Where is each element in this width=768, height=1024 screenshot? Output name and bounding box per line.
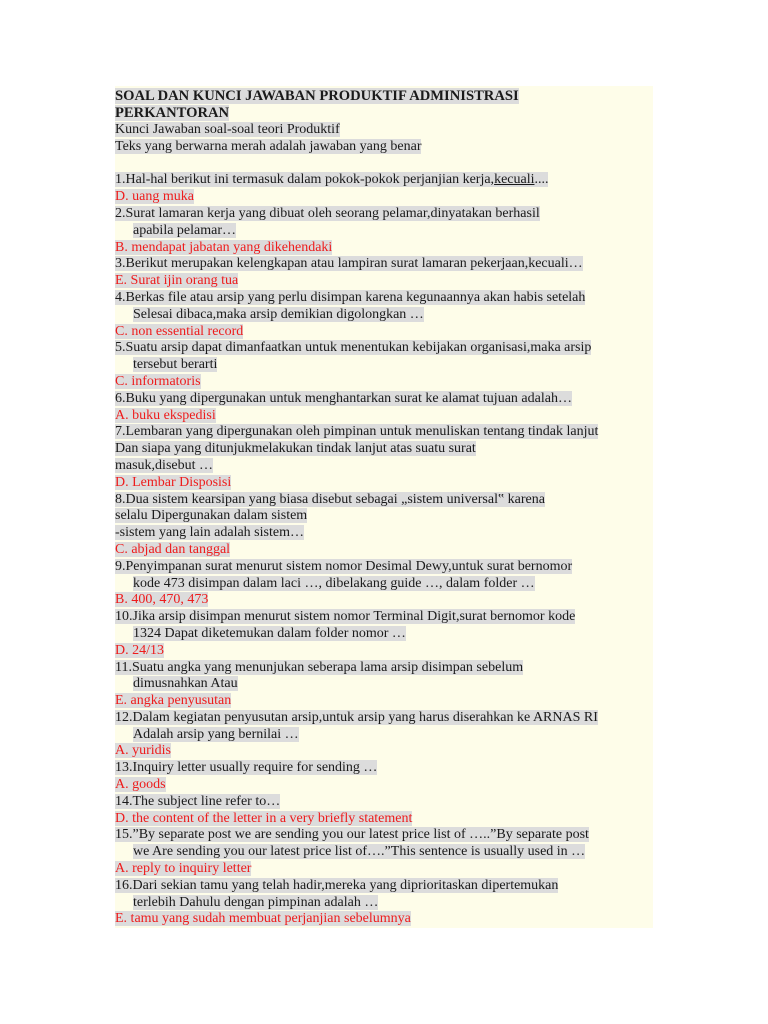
question-15-line-2: we Are sending you our latest price list of….”This sentence is usually used in …	[133, 844, 586, 860]
question-3: 3.Berikut merupakan kelengkapan atau lampiran surat lamaran pekerjaan,kecuali…	[115, 256, 583, 272]
answer-5: C. informatoris	[115, 373, 201, 389]
question-14: 14.The subject line refer to…	[115, 793, 281, 809]
answer-15: A. reply to inquiry letter	[115, 861, 252, 877]
question-16-line-2: terlebih Dahulu dengan pimpinan adalah …	[133, 894, 379, 910]
question-9-line-2: kode 473 disimpan dalam laci …, dibelakang guide …, dalam folder …	[133, 575, 535, 591]
question-16-line-1: 16.Dari sekian tamu yang telah hadir,mereka yang diprioritaskan dipertemukan	[115, 877, 559, 893]
question-8-line-1: 8.Dua sistem kearsipan yang biasa disebut sebagai „sistem universal‟ karena	[115, 491, 545, 507]
question-15-line-1: 15.”By separate post we are sending you our latest price list of …..”By separate post	[115, 827, 589, 843]
answer-6: A. buku ekspedisi	[115, 407, 216, 423]
question-13: 13.Inquiry letter usually require for sending …	[115, 760, 378, 776]
answer-12: A. yuridis	[115, 743, 171, 759]
answer-14: D. the content of the letter in a very briefly statement	[115, 810, 413, 826]
question-7-line-1: 7.Lembaran yang dipergunakan oleh pimpinan untuk menuliskan tentang tindak lanjut	[115, 424, 599, 440]
answer-9: B. 400, 470, 473	[115, 592, 209, 608]
answer-8: C. abjad dan tanggal	[115, 541, 231, 557]
spacer	[115, 156, 655, 173]
question-7-line-3: masuk,disebut …	[115, 457, 213, 473]
answer-1: D. uang muka	[115, 189, 194, 205]
question-2-line-2: apabila pelamar…	[133, 222, 237, 238]
question-5-line-2: tersebut berarti	[133, 357, 218, 373]
question-11-line-2: dimusnahkan Atau	[133, 676, 238, 692]
answer-7: D. Lembar Disposisi	[115, 474, 232, 490]
question-6: 6.Buku yang dipergunakan untuk menghantarkan surat ke alamat tujuan adalah…	[115, 390, 572, 406]
question-12-line-2: Adalah arsip yang bernilai …	[133, 726, 299, 742]
question-9-line-1: 9.Penyimpanan surat menurut sistem nomor Desimal Dewy,untuk surat bernomor	[115, 558, 573, 574]
question-7-line-2: Dan siapa yang ditunjukmelakukan tindak lanjut atas suatu surat	[115, 441, 476, 457]
answer-4: C. non essential record	[115, 323, 244, 339]
question-10-line-2: 1324 Dapat diketemukan dalam folder nomor …	[133, 625, 406, 641]
answer-13: A. goods	[115, 777, 166, 793]
question-8-line-2: selalu Dipergunakan dalam sistem	[115, 508, 308, 524]
question-5-line-1: 5.Suatu arsip dapat dimanfaatkan untuk menentukan kebijakan organisasi,maka arsip	[115, 340, 592, 356]
question-4-line-1: 4.Berkas file atau arsip yang perlu disimpan karena kegunaannya akan habis setelah	[115, 289, 586, 305]
answer-16: E. tamu yang sudah membuat perjanjian sebelumnya	[115, 911, 411, 927]
question-12-line-1: 12.Dalam kegiatan penyusutan arsip,untuk arsip yang harus diserahkan ke ARNAS RI	[115, 709, 598, 725]
answer-11: E. angka penyusutan	[115, 693, 232, 709]
document-body	[115, 88, 655, 928]
question-8-line-3: -sistem yang lain adalah sistem…	[115, 525, 304, 541]
document-title	[115, 88, 655, 122]
title-line-2: PERKANTORAN	[115, 105, 230, 121]
intro-line-2: Teks yang berwarna merah adalah jawaban yang benar	[115, 138, 422, 154]
question-1: 1.Hal-hal berikut ini termasuk dalam pokok-pokok perjanjian kerja,kecuali....	[115, 172, 549, 188]
question-2-line-1: 2.Surat lamaran kerja yang dibuat oleh seorang pelamar,dinyatakan berhasil	[115, 205, 540, 221]
intro-line-1: Kunci Jawaban soal-soal teori Produktif	[115, 122, 340, 137]
answer-2: B. mendapat jabatan yang dikehendaki	[115, 239, 333, 255]
answer-10: D. 24/13	[115, 642, 164, 658]
answer-3: E. Surat ijin orang tua	[115, 273, 239, 289]
question-4-line-2: Selesai dibaca,maka arsip demikian digolongkan …	[133, 306, 424, 322]
question-11-line-1: 11.Suatu angka yang menunjukan seberapa lama arsip disimpan sebelum	[115, 659, 524, 675]
question-10-line-1: 10.Jika arsip disimpan menurut sistem nomor Terminal Digit,surat bernomor kode	[115, 609, 576, 625]
title-line-1: SOAL DAN KUNCI JAWABAN PRODUKTIF ADMINISTRASI	[115, 88, 519, 104]
